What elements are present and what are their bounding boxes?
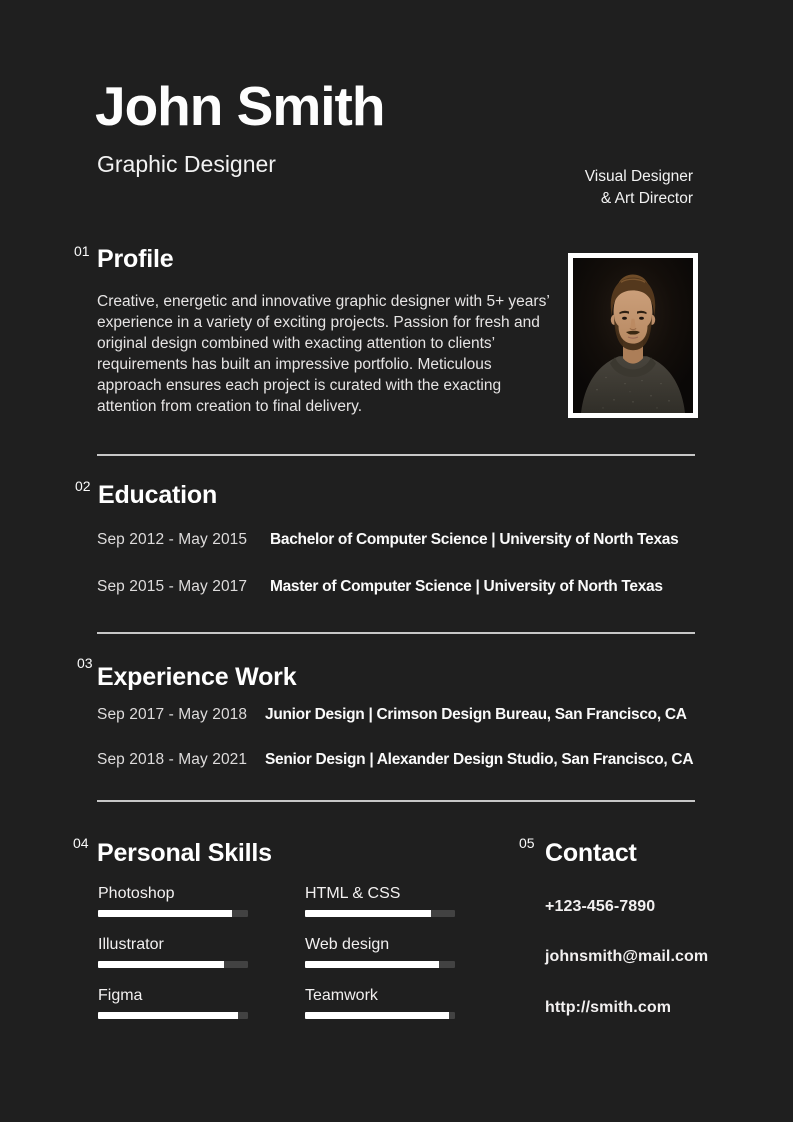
skill-bar (305, 910, 455, 917)
skill-bar-fill (98, 1012, 238, 1019)
section-number-experience: 03 (77, 655, 93, 671)
skill-label: Web design (305, 936, 390, 953)
skill-label: Illustrator (98, 936, 164, 953)
skill-bar-fill (98, 910, 232, 917)
skill-bar (98, 910, 248, 917)
education-detail: Master of Computer Science | University of North Texas (270, 578, 663, 595)
section-heading-profile: Profile (97, 245, 174, 273)
section-heading-contact: Contact (545, 839, 637, 867)
section-number-education: 02 (75, 478, 91, 494)
contact-website: http://smith.com (545, 999, 672, 1016)
section-heading-skills: Personal Skills (97, 839, 272, 867)
skill-bar-fill (305, 961, 439, 968)
person-name: John Smith (95, 75, 385, 137)
education-detail: Bachelor of Computer Science | University of North Texas (270, 531, 679, 548)
section-number-skills: 04 (73, 835, 89, 851)
skill-item (305, 886, 455, 917)
tagline (585, 166, 693, 210)
tagline-line-1: Visual Designer (584, 168, 693, 185)
contact-email: johnsmith@mail.com (545, 948, 709, 965)
contact-phone: +123-456-7890 (545, 898, 656, 915)
skill-item (98, 988, 248, 1019)
section-number-contact: 05 (519, 835, 535, 851)
divider (97, 632, 695, 634)
portrait-photo (568, 253, 698, 418)
skill-item (305, 937, 455, 968)
divider (97, 454, 695, 456)
skill-item (305, 988, 455, 1019)
section-number-profile: 01 (74, 243, 90, 259)
experience-detail: Junior Design | Crimson Design Bureau, San Francisco, CA (265, 706, 687, 723)
portrait-illustration (573, 258, 693, 413)
skill-label: Photoshop (98, 885, 175, 902)
skill-bar-fill (305, 1012, 449, 1019)
experience-detail: Senior Design | Alexander Design Studio, San Francisco, CA (265, 751, 694, 768)
section-heading-experience: Experience Work (97, 663, 297, 691)
skill-label: HTML & CSS (305, 885, 401, 902)
skill-item (98, 937, 248, 968)
section-heading-education: Education (98, 481, 218, 509)
education-date: Sep 2015 - May 2017 (97, 578, 248, 595)
skill-bar (305, 961, 455, 968)
skill-bar (98, 961, 248, 968)
profile-text: Creative, energetic and innovative graphic designer with 5+ years’ experience in a variety of exciting projects. Passion for fresh and original design combined with exacting attention to clients’ requirements has built an impressive portfolio. Meticulous approach ensures each project is curated with the exacting attention from creation to final delivery. (97, 293, 550, 415)
education-date: Sep 2012 - May 2015 (97, 531, 248, 548)
experience-date: Sep 2018 - May 2021 (97, 751, 248, 768)
experience-date: Sep 2017 - May 2018 (97, 706, 248, 723)
skill-bar (98, 1012, 248, 1019)
tagline-line-2: & Art Director (600, 190, 693, 207)
skill-bar-fill (98, 961, 224, 968)
job-title: Graphic Designer (97, 151, 276, 177)
skill-item (98, 886, 248, 917)
skill-label: Figma (98, 987, 143, 1004)
skill-label: Teamwork (305, 987, 378, 1004)
divider (97, 800, 695, 802)
skill-bar-fill (305, 910, 431, 917)
skill-bar (305, 1012, 455, 1019)
